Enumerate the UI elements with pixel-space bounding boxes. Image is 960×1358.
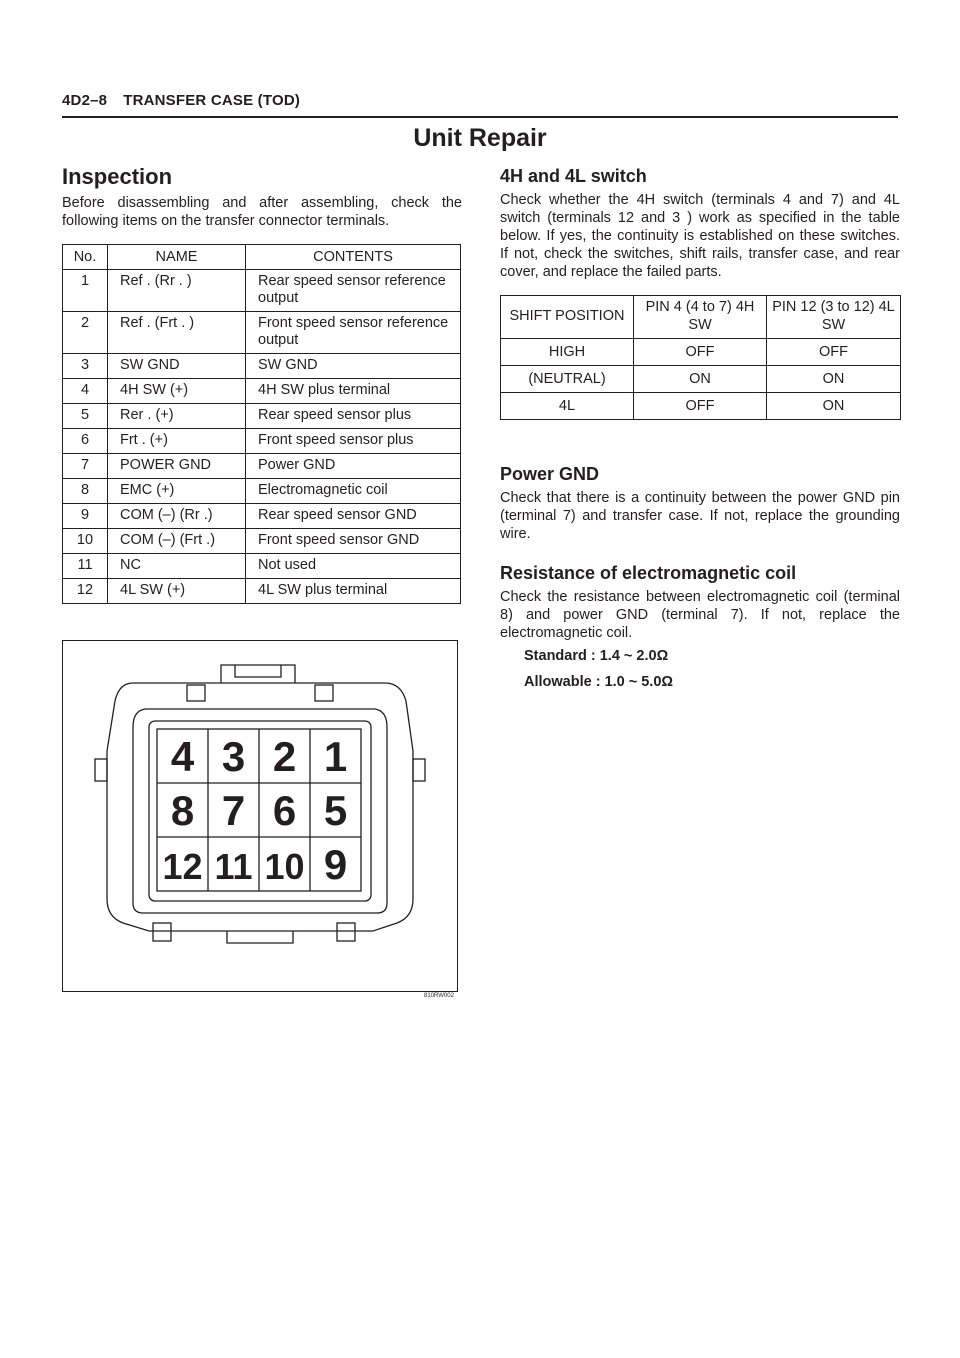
power-gnd-heading: Power GND (500, 464, 600, 484)
switch-table-header (501, 296, 901, 339)
top-latch (221, 665, 295, 683)
table-row (63, 270, 461, 312)
terminal-number: 11 (63, 554, 108, 579)
terminal-number: 3 (63, 354, 108, 379)
figure-code: 810RW002 (424, 993, 454, 999)
page-title: Unit Repair (413, 124, 547, 152)
terminal-number: 7 (63, 454, 108, 479)
terminal-number: 5 (63, 404, 108, 429)
pin-label: 5 (323, 787, 348, 834)
standard-value: Standard : 1.4 ~ 2.0Ω (524, 648, 669, 664)
table-row (63, 379, 461, 404)
header-pin-4: PIN 4 (4 to 7) 4H SW (634, 296, 767, 339)
coil-heading: Resistance of electromagnetic coil (500, 563, 797, 583)
table-row (501, 339, 901, 366)
terminal-contents: 4H SW plus terminal (246, 379, 461, 404)
inspection-heading: Inspection (62, 164, 173, 189)
terminal-name: Ref . (Rr . ) (108, 270, 246, 312)
shift-position: (NEUTRAL) (501, 366, 634, 393)
table-row (63, 454, 461, 479)
terminal-name: EMC (+) (108, 479, 246, 504)
connector-diagram (63, 641, 457, 991)
pin-12-state: ON (767, 393, 901, 420)
terminal-contents: Front speed sensor reference output (246, 312, 461, 354)
connector-figure (62, 640, 458, 992)
pin-label: 4 (170, 733, 195, 780)
page-header (62, 92, 300, 109)
pin-label: 10 (264, 846, 305, 887)
terminal-number: 4 (63, 379, 108, 404)
terminal-number: 8 (63, 479, 108, 504)
header-pin-12: PIN 12 (3 to 12) 4L SW (767, 296, 901, 339)
terminal-name: 4H SW (+) (108, 379, 246, 404)
header-name: NAME (108, 245, 246, 270)
terminal-contents: 4L SW plus terminal (246, 579, 461, 604)
terminal-number: 12 (63, 579, 108, 604)
switch-table (500, 295, 901, 420)
terminal-name: Rer . (+) (108, 404, 246, 429)
terminal-number: 1 (63, 270, 108, 312)
shift-position: HIGH (501, 339, 634, 366)
table-row (63, 529, 461, 554)
table-row (63, 504, 461, 529)
terminal-contents: Power GND (246, 454, 461, 479)
pin-label: 2 (272, 733, 297, 780)
terminal-name: COM (–) (Rr .) (108, 504, 246, 529)
right-column (500, 166, 900, 690)
terminal-name: COM (–) (Frt .) (108, 529, 246, 554)
header-contents: CONTENTS (246, 245, 461, 270)
connector-housing (107, 683, 413, 931)
header-no: No. (63, 245, 108, 270)
shift-position: 4L (501, 393, 634, 420)
table-row (63, 429, 461, 454)
terminal-contents: Not used (246, 554, 461, 579)
pin-4-state: OFF (634, 393, 767, 420)
pin-label: 1 (323, 733, 348, 780)
terminal-table-header (63, 245, 461, 270)
table-row (63, 554, 461, 579)
page-code: 4D2–8 (62, 92, 108, 109)
section-title: TRANSFER CASE (TOD) (123, 92, 301, 109)
terminal-name: Ref . (Frt . ) (108, 312, 246, 354)
terminal-table (62, 244, 461, 604)
terminal-contents: Rear speed sensor GND (246, 504, 461, 529)
pin-12-state: ON (767, 366, 901, 393)
pin-label: 7 (221, 787, 246, 834)
pin-label: 3 (221, 733, 246, 780)
table-row (63, 312, 461, 354)
table-row (63, 354, 461, 379)
inspection-intro: Before disassembling and after assembling, check the following items on the transfer connector terminals. (62, 195, 462, 229)
pin-4-state: ON (634, 366, 767, 393)
pin-12-state: OFF (767, 339, 901, 366)
pin-label: 12 (162, 846, 203, 887)
pin-label: 9 (323, 841, 348, 888)
switch-heading: 4H and 4L switch (500, 166, 647, 186)
terminal-name: 4L SW (+) (108, 579, 246, 604)
terminal-contents: Electromagnetic coil (246, 479, 461, 504)
table-row (501, 366, 901, 393)
terminal-contents: Front speed sensor GND (246, 529, 461, 554)
terminal-contents: Rear speed sensor reference output (246, 270, 461, 312)
terminal-number: 6 (63, 429, 108, 454)
pin-label: 6 (272, 787, 297, 834)
pin-label: 11 (214, 846, 253, 887)
terminal-number: 9 (63, 504, 108, 529)
table-row (63, 479, 461, 504)
bottom-latch (227, 931, 293, 943)
terminal-number: 2 (63, 312, 108, 354)
terminal-contents: Rear speed sensor plus (246, 404, 461, 429)
allowable-value: Allowable : 1.0 ~ 5.0Ω (524, 674, 674, 690)
terminal-name: POWER GND (108, 454, 246, 479)
header-rule (62, 116, 898, 118)
table-row (501, 393, 901, 420)
terminal-contents: SW GND (246, 354, 461, 379)
power-gnd-body: Check that there is a continuity between the power GND pin (terminal 7) and transfer case. If not, replace the grounding wire. (500, 490, 900, 542)
table-row (63, 579, 461, 604)
header-shift-position: SHIFT POSITION (501, 296, 634, 339)
table-row (63, 404, 461, 429)
coil-body: Check the resistance between electromagnetic coil (terminal 8) and power GND (terminal 7). If not, replace the electromagnetic coil. (500, 589, 900, 641)
pin-label: 8 (170, 787, 195, 834)
terminal-name: NC (108, 554, 246, 579)
pin-4-state: OFF (634, 339, 767, 366)
inspection-column (62, 164, 462, 604)
terminal-contents: Front speed sensor plus (246, 429, 461, 454)
terminal-number: 10 (63, 529, 108, 554)
terminal-name: Frt . (+) (108, 429, 246, 454)
switch-body: Check whether the 4H switch (terminals 4 and 7) and 4L switch (terminals 12 and 3 ) work as specified in the table below. If yes, the continuity is established on these switches. If not, check the switches, shift rails, transfer case, and rear cover, and replace the failed parts. (500, 192, 900, 280)
terminal-name: SW GND (108, 354, 246, 379)
